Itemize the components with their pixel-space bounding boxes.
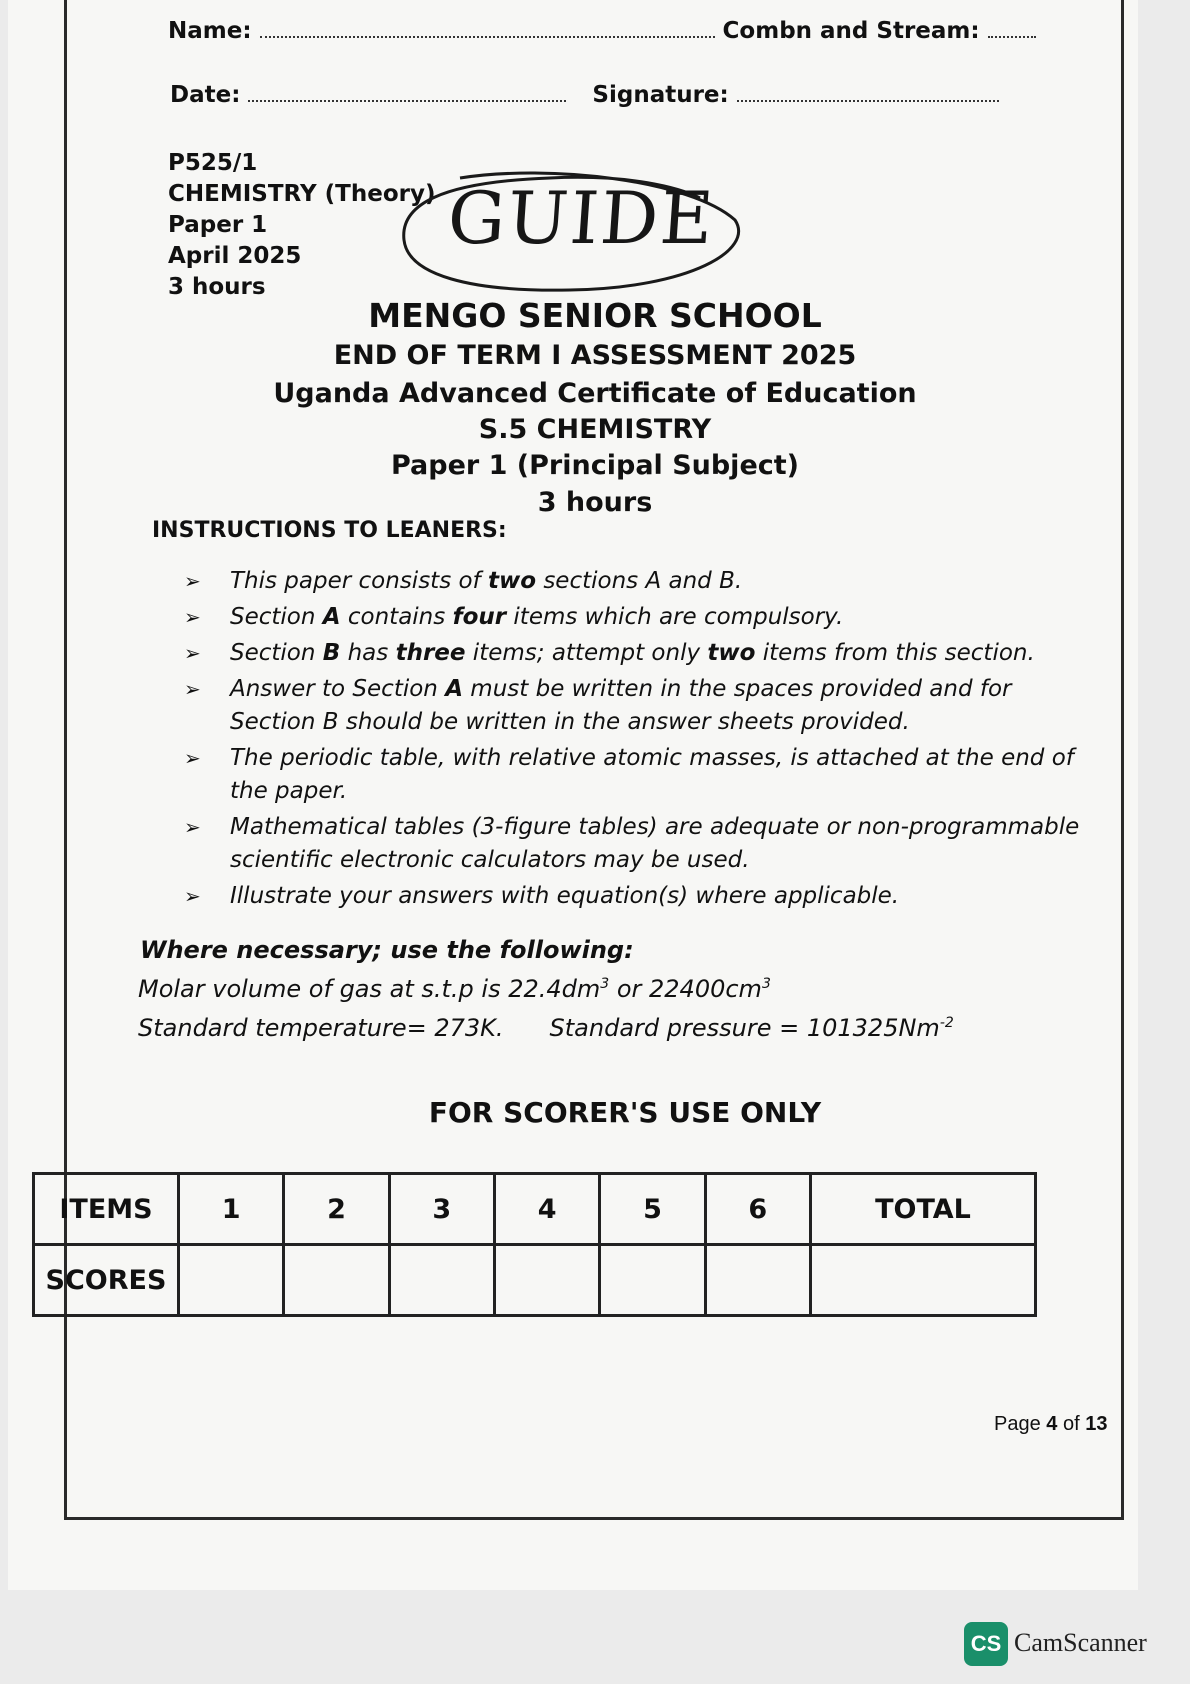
- page-number: Page 4 of 13: [994, 1413, 1108, 1435]
- instruction-item: ➢ Section B has three items; attempt only two items from this section.: [178, 637, 1088, 670]
- score-cell: [705, 1245, 810, 1316]
- score-cell: [389, 1245, 494, 1316]
- instruction-item: ➢ Illustrate your answers with equation(s) where applicable.: [178, 880, 1088, 913]
- paper-meta: [168, 148, 435, 303]
- scorer-heading: FOR SCORER'S USE ONLY: [428, 1096, 822, 1129]
- table-cell: TOTAL: [811, 1174, 1036, 1245]
- standard-conditions: [138, 1014, 954, 1042]
- date-field: [170, 82, 1007, 108]
- table-cell: 6: [705, 1174, 810, 1245]
- date-label: Date:: [170, 82, 241, 108]
- instructions-list: [178, 565, 1088, 916]
- camscanner-logo-icon: CS: [964, 1622, 1008, 1666]
- paper-duration: 3 hours: [168, 274, 266, 300]
- instruction-item: ➢ The periodic table, with relative atomic masses, is attached at the end of the paper.: [178, 742, 1088, 808]
- duration-title: 3 hours: [537, 487, 653, 518]
- school-name: MENGO SENIOR SCHOOL: [368, 296, 822, 335]
- guide-stamp: [400, 170, 745, 300]
- arrow-bullet-icon: ➢: [184, 677, 201, 701]
- name-label: Name:: [168, 18, 252, 44]
- items-row: [34, 1174, 1036, 1245]
- paper-title: Paper 1 (Principal Subject): [390, 450, 800, 481]
- instructions-title: INSTRUCTIONS TO LEANERS:: [152, 518, 507, 543]
- paper-number: Paper 1: [168, 212, 268, 238]
- paper-date: April 2025: [168, 243, 302, 269]
- instruction-item: ➢ Answer to Section A must be written in the spaces provided and for Section B should be written in the answer sheets provided.: [178, 673, 1088, 739]
- score-cell: [284, 1245, 389, 1316]
- score-cell: [179, 1245, 284, 1316]
- constants-heading: Where necessary; use the following:: [140, 936, 634, 964]
- arrow-bullet-icon: ➢: [184, 641, 201, 665]
- name-dotted-line: [260, 32, 715, 38]
- standard-pressure: Standard pressure = $101325Nm^{-2}$: [549, 1014, 954, 1042]
- combn-dotted-line: [988, 32, 1036, 38]
- paper-subject: CHEMISTRY (Theory): [168, 181, 436, 207]
- score-cell: [600, 1245, 705, 1316]
- score-cell: [494, 1245, 599, 1316]
- arrow-bullet-icon: ➢: [184, 815, 201, 839]
- score-table: [32, 1172, 1037, 1317]
- table-cell: SCORES: [34, 1245, 179, 1316]
- stamp-text: GUIDE: [445, 176, 718, 260]
- table-cell: 4: [494, 1174, 599, 1245]
- table-cell: 3: [389, 1174, 494, 1245]
- paper-code: P525/1: [168, 150, 258, 176]
- combn-label: Combn and Stream:: [722, 18, 980, 44]
- assessment-title: END OF TERM I ASSESSMENT 2025: [333, 340, 857, 371]
- table-cell: 5: [600, 1174, 705, 1245]
- instruction-item: ➢ Mathematical tables (3-figure tables) are adequate or non-programmable scientific electronic calculators may be used.: [178, 811, 1088, 877]
- signature-label: Signature:: [592, 82, 729, 108]
- certificate-title: Uganda Advanced Certificate of Education: [273, 378, 917, 409]
- class-title: S.5 CHEMISTRY: [478, 414, 712, 445]
- arrow-bullet-icon: ➢: [184, 884, 201, 908]
- instruction-item: ➢ Section A contains four items which are compulsory.: [178, 601, 1088, 634]
- arrow-bullet-icon: ➢: [184, 605, 201, 629]
- instruction-item: ➢ This paper consists of two sections A and B.: [178, 565, 1088, 598]
- standard-temperature: Standard temperature= 273K.: [138, 1014, 504, 1042]
- molar-volume: Molar volume of gas at s.t.p is $22.4dm^3$ or $22400cm^3$: [138, 975, 771, 1003]
- table-cell: ITEMS: [34, 1174, 179, 1245]
- arrow-bullet-icon: ➢: [184, 569, 201, 593]
- camscanner-watermark: CamScanner: [1014, 1628, 1147, 1657]
- signature-dotted-line: [737, 96, 999, 102]
- score-cell: [811, 1245, 1036, 1316]
- scores-row: [34, 1245, 1036, 1316]
- date-dotted-line: [248, 96, 566, 102]
- table-cell: 1: [179, 1174, 284, 1245]
- table-cell: 2: [284, 1174, 389, 1245]
- name-field: [168, 18, 1044, 44]
- arrow-bullet-icon: ➢: [184, 746, 201, 770]
